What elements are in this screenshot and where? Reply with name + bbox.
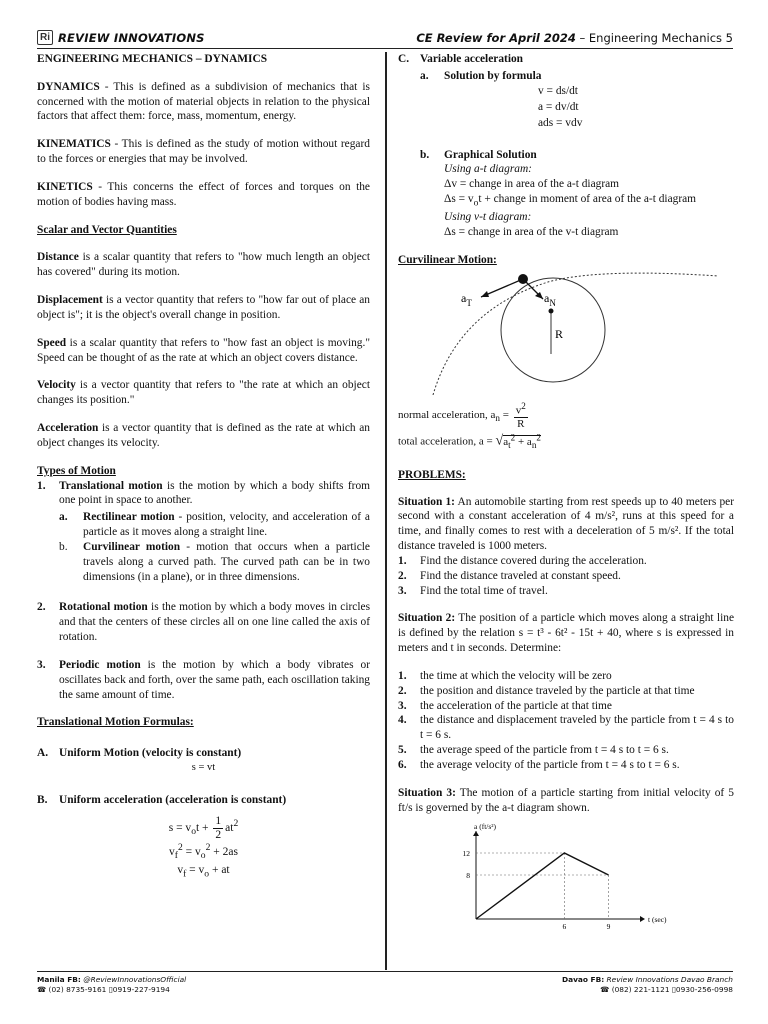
page-title: ENGINEERING MECHANICS – DYNAMICS — [37, 53, 268, 65]
situation-1: Situation 1: An automobile starting from rest speeds up to 40 meters per second with a constant acceleration of 4 m/s², runs at this speed for a time, and finally comes to rest with a deceleration of 5 m/s². If the total distance traveled is 1000 meters. — [398, 495, 734, 553]
by-formula — [420, 69, 734, 84]
situation-3: Situation 3: The motion of a particle starting from initial velocity of 5 ft/s is governed by the a-t diagram shown. — [398, 786, 734, 814]
list-item: 3. Periodic motion is the motion by which a body vibrates or oscillates back and forth, over the same path, each oscillation taking the same amount of time. — [37, 658, 370, 701]
formula-line: $v_f^2 = v_o^2 + 2as$ — [169, 841, 238, 861]
list-item: 6. the average velocity of the particle from t = 4 s to t = 6 s. — [398, 758, 680, 771]
formula-line: v = ds/dt — [538, 84, 578, 97]
def-distance: Distance is a scalar quantity that refers to "how much length an object has covered" during its motion. — [37, 251, 370, 279]
y-axis-label: a (ft/s²) — [474, 822, 497, 832]
ds2-line: Δs = change in area of the v-t diagram — [444, 225, 619, 238]
formula-line: $v_f = v_o$ + at — [177, 863, 230, 880]
problems-heading: PROBLEMS: — [398, 468, 466, 481]
column-divider — [385, 52, 387, 970]
formula-line: a = dv/dt — [538, 100, 579, 113]
sub-types-list — [59, 510, 370, 584]
ds-line: $\Delta s = v_ot$ + change in moment of area of the a-t diagram — [444, 193, 697, 209]
page-footer — [37, 971, 733, 994]
total-accel-formula: total acceleration, $a = √a_t^2 + a_n^2$ — [398, 432, 541, 450]
at-diagram-chart — [398, 817, 734, 929]
formula-uniform-motion: s = vt — [191, 761, 216, 773]
list-item: 4. the distance and displacement traveled by the particle from t = 4 s to t = 6 s. — [398, 714, 734, 742]
brand-name: REVIEW INNOVATIONS — [58, 31, 205, 45]
y-axis-arrow — [473, 831, 479, 836]
formula-list-b — [37, 793, 370, 808]
y-tick-label: 8 — [466, 871, 470, 881]
dv-line: Δv = change in area of the a-t diagram — [444, 178, 620, 191]
formula-line: ads = vdv — [538, 116, 583, 129]
formula-block-uniform-accel — [37, 815, 370, 881]
curvilinear-heading: Curvilinear Motion: — [398, 254, 497, 267]
types-list-cont — [37, 600, 370, 702]
brand-logo: Ri — [37, 30, 53, 45]
list-item: 3. Find the total time of travel. — [398, 584, 548, 597]
x-axis-label: t (sec) — [648, 915, 667, 925]
tangent-arrowhead — [481, 291, 489, 297]
footer-davao: Davao FB: Review Innovations Davao Branch ☎ (082) 221-1121 ▯0930-256-0998 — [561, 975, 733, 994]
list-item: a. Solution by formula — [420, 69, 542, 82]
def-kinetics: KINETICS - This concerns the effect of forces and torques on the motion of bodies having mass. — [37, 180, 370, 208]
label-an: $a_N$ — [544, 291, 556, 309]
label-at: $a_T$ — [461, 291, 472, 309]
left-column — [37, 52, 370, 881]
def-dynamics: DYNAMICS - This is defined as a subdivision of mechanics that is concerned with the motion of material objects in relation to the physical factors that affect them: force, mass, momentum, energy. — [37, 80, 370, 123]
formula-line: $s = v_ot$ + $\frac{1}{2}$ $at^2$ — [168, 815, 239, 842]
particle-dot — [518, 274, 528, 284]
situation-2: Situation 2: The position of a particle which moves along a straight line is defined by the relation s = t³ - 6t² - 15t + 40, where s is expressed in meters and t in seconds. Determine: — [398, 612, 734, 655]
situation-1-list — [398, 554, 734, 598]
list-item: 2. the position and distance traveled by the particle at that time — [398, 684, 695, 697]
page-header — [37, 29, 733, 49]
list-item: a. Rectilinear motion - position, velocity, and acceleration of a particle as it moves along a straight line. — [59, 511, 370, 539]
types-list — [37, 479, 370, 585]
list-item: 2. Rotational motion is the motion by which a body moves in circles and that the centers of these circles all on one line called the axis of rotation. — [37, 601, 371, 644]
radius-circle — [501, 278, 605, 382]
list-item: 2. Find the distance traveled at constant speed. — [398, 569, 621, 582]
right-column — [398, 52, 734, 929]
acceleration-series-line — [476, 853, 609, 919]
list-item: b. Curvilinear motion - motion that occurs when a particle travels along a curved path. The curved path can be in two dimensions (in a plane), or in three dimensions. — [59, 540, 370, 583]
list-item: A. Uniform Motion (velocity is constant) — [37, 747, 242, 760]
header-course: CE Review for April 2024 – Engineering Mechanics 5 — [416, 31, 733, 45]
x-tick-label: 9 — [606, 922, 611, 930]
curvilinear-diagram — [398, 270, 734, 395]
def-velocity: Velocity is a vector quantity that refers to "the rate at which an object changes its position." — [37, 379, 370, 407]
normal-accel-formula: normal acceleration, $a_n$ = $\frac{v^2}{R}$ — [398, 401, 526, 430]
situation-2-list — [398, 669, 734, 773]
list-item: 5. the average speed of the particle from t = 4 s to t = 6 s. — [398, 744, 669, 757]
list-item: 1. the time at which the velocity will be zero — [398, 669, 612, 682]
using-at-label: Using a-t diagram: — [444, 163, 532, 176]
list-item: 1. Translational motion is the motion by which a body shifts from one point in space to another. a. Rectilinear motion - position, velocity, and acceleration of a particle as it moves along a straight line. b. Curvilinear motion - motion that occurs when a particle travels along a curved path. The curved path can be in two dimensions (in a plane), or in three dimensions. — [37, 479, 371, 583]
scalar-vector-heading: Scalar and Vector Quantities — [37, 223, 177, 236]
list-item: B. Uniform acceleration (acceleration is constant) — [37, 793, 287, 806]
def-displacement: Displacement is a vector quantity that refers to "how far out of place an object is"; it is the object's overall change in position. — [37, 294, 370, 321]
list-item: b. Graphical Solution Using a-t diagram: Δv = change in area of the a-t diagram $\Delta s = v_ot$ + change in moment of area of the a-t diagram Using v-t diagram: Δs = change in area of the v-t diagram — [420, 148, 734, 240]
def-acceleration: Acceleration is a vector quantity that is defined as the rate at which an object changes its velocity. — [37, 422, 370, 449]
list-item: 3. the acceleration of the particle at that time — [398, 699, 612, 712]
calculus-formulas — [538, 84, 734, 132]
formula-list — [37, 746, 370, 761]
x-tick-label: 6 — [562, 922, 567, 930]
y-tick-label: 12 — [462, 849, 470, 859]
list-item: C. Variable acceleration — [398, 53, 524, 65]
def-speed: Speed is a scalar quantity that refers to "how fast an object is moving." Speed can be thought of as the rate at which an object covers distance. — [37, 336, 370, 364]
graphical-solution — [420, 148, 734, 240]
list-item: 1. Find the distance covered during the acceleration. — [398, 554, 647, 567]
using-vt-label: Using v-t diagram: — [444, 210, 532, 223]
types-of-motion-heading: Types of Motion — [37, 464, 116, 477]
x-axis-arrow — [640, 916, 645, 922]
variable-accel — [398, 52, 734, 67]
footer-manila: Manila FB: @ReviewInnovationsOfficial ☎ (02) 8735-9161 ▯0919-227-9194 — [37, 975, 187, 994]
center-point — [549, 309, 554, 314]
formulas-heading: Translational Motion Formulas: — [37, 716, 194, 729]
label-r: R — [555, 327, 564, 342]
def-kinematics: KINEMATICS - This is defined as the study of motion without regard to the forces or energies that may be involved. — [37, 138, 370, 166]
